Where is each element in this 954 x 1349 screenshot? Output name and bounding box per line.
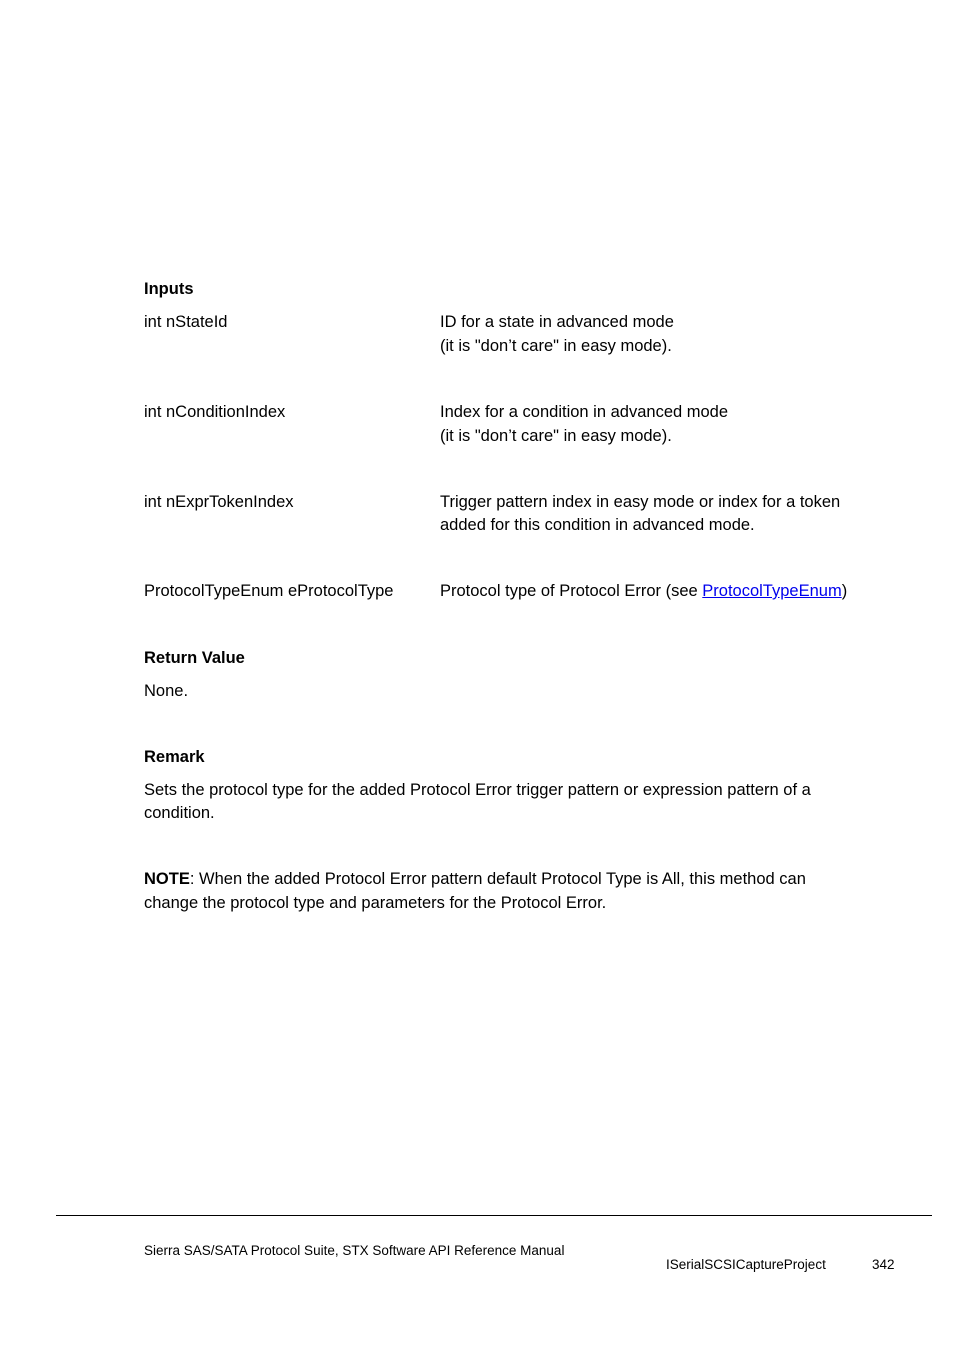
param-name-nexprtokenindex: int nExprTokenIndex	[144, 493, 294, 511]
remark-heading: Remark	[144, 748, 205, 766]
param-desc-nstateid-line1: ID for a state in advanced mode	[440, 313, 674, 331]
footer-divider	[56, 1215, 932, 1216]
param-desc-nexprtokenindex-line1: Trigger pattern index in easy mode or index for a token	[440, 493, 841, 511]
return-value-text: None.	[144, 682, 189, 700]
note-line1	[144, 867, 806, 891]
footer-manual-title: Sierra SAS/SATA Protocol Suite, STX Software API Reference Manual	[144, 1243, 565, 1258]
footer-page-number: 342	[872, 1257, 895, 1272]
protocoltypeenum-link[interactable]: ProtocolTypeEnum	[702, 582, 842, 600]
return-value-heading: Return Value	[144, 649, 245, 667]
param-name-eprotocoltype: ProtocolTypeEnum eProtocolType	[144, 582, 394, 600]
note-text-line2: change the protocol type and parameters for the Protocol Error.	[144, 894, 607, 912]
inputs-heading: Inputs	[144, 280, 194, 298]
note-text-line1: : When the added Protocol Error pattern default Protocol Type is All, this method can	[189, 870, 806, 888]
note-label: NOTE	[144, 870, 190, 888]
param-desc-eprotocoltype-prefix: Protocol type of Protocol Error (see	[440, 582, 703, 600]
footer-section: ISerialSCSICaptureProject	[666, 1257, 826, 1272]
param-desc-eprotocoltype-suffix: )	[841, 582, 848, 600]
param-name-nstateid: int nStateId	[144, 313, 228, 331]
param-desc-nconditionindex-line2: (it is "don’t care" in easy mode).	[440, 427, 672, 445]
remark-text-line1: Sets the protocol type for the added Protocol Error trigger pattern or expression pattern of a	[144, 781, 811, 799]
param-desc-nstateid-line2: (it is "don’t care" in easy mode).	[440, 337, 672, 355]
remark-text-line2: condition.	[144, 804, 215, 822]
param-name-nconditionindex: int nConditionIndex	[144, 403, 286, 421]
param-desc-nexprtokenindex-line2: added for this condition in advanced mode.	[440, 516, 755, 534]
param-desc-nconditionindex-line1: Index for a condition in advanced mode	[440, 403, 729, 421]
param-desc-eprotocoltype	[440, 579, 847, 603]
